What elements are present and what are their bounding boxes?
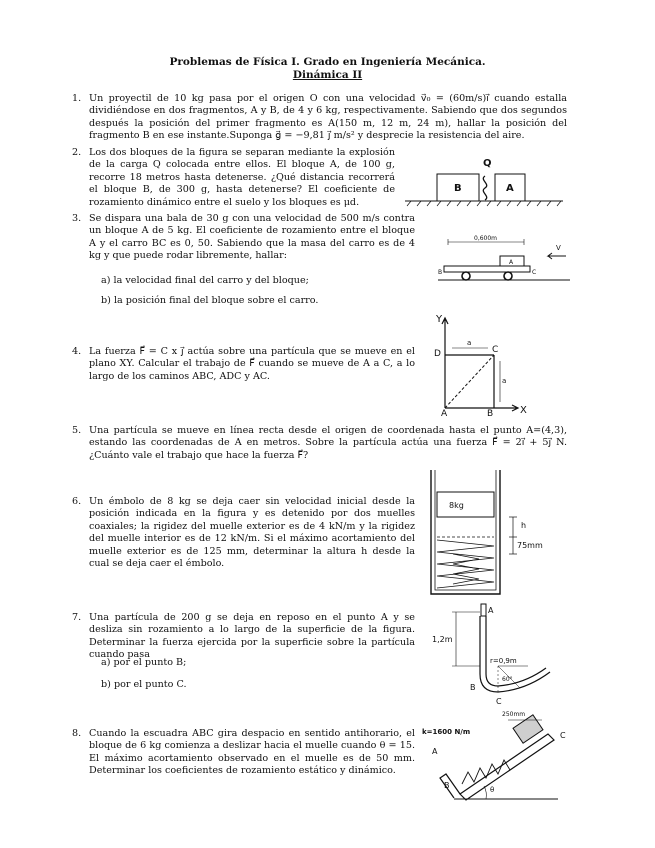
label-d: D	[434, 349, 441, 359]
inner-spring	[453, 554, 479, 584]
problem-text: Una partícula de 200 g se deja en reposo en el punto A y se desliza sin rozamiento a lo largo de la superficie de la figura. Determinar la fuerza ejercida por la superficie sobre la partícula cuando pasa	[89, 612, 415, 661]
x-axis	[445, 405, 518, 411]
subitem-text: por el punto C.	[113, 679, 187, 690]
track	[480, 616, 550, 692]
label-b: B	[454, 183, 462, 194]
subitem-text: la posición final del bloque sobre el carro.	[113, 295, 319, 306]
bullet-arrow	[548, 253, 566, 259]
label-side-top: a	[467, 339, 472, 347]
cart-bc	[444, 266, 530, 272]
problem-text: Los dos bloques de la figura se separan mediante la explosión de la carga Q colocada entre ellos. El bloque A, de 100 g, recorre 18 metros hasta detenerse. ¿Qué distancia recorrerá el bloque B, de 300 g, hasta detenerse? El coeficiente de rozamiento dinámico entre el suelo y los bloques es μd.	[89, 147, 395, 208]
figure-piston-springs	[425, 470, 560, 598]
problem-number: 3.	[72, 213, 82, 224]
label-a: A	[441, 409, 448, 419]
y-axis	[442, 318, 448, 408]
label-angle: 60°	[502, 676, 513, 683]
label-c: C	[532, 269, 537, 276]
label-x: X	[520, 405, 527, 416]
incline-bracket	[460, 734, 554, 800]
subitem-label: a)	[101, 657, 111, 668]
subitem-label: a)	[101, 275, 111, 286]
problem-number: 4.	[72, 346, 82, 357]
label-a: A	[432, 747, 438, 756]
label-y: Y	[436, 314, 443, 325]
figure-bullet-cart	[432, 228, 572, 290]
problem-text: Un proyectil de 10 kg pasa por el origen O con una velocidad v⃗₀ = (60m/s)i⃗ cuando estalla dividiéndose en dos fragmentos, A y B, de 4 y 6 kg, respectivamente. Sabiendo que dos segundos después la posición del primer fragmento es A(150 m, 12 m, 24 m), hallar la posición del fragmento B en ese instante.Suponga g⃗ = −9,81 j⃗ m/s² y desprecie la resistencia del aire.	[89, 93, 567, 142]
label-dim: 0,600m	[474, 235, 498, 242]
outer-spring	[437, 540, 494, 588]
problem-number: 7.	[72, 612, 82, 623]
label-theta: θ	[490, 786, 495, 794]
label-b: B	[444, 781, 450, 790]
label-mass: 8kg	[449, 501, 464, 510]
problem-text: Cuando la escuadra ABC gira despacio en sentido antihorario, el bloque de 6 kg comienza a deslizar hacia el muelle cuando θ = 15. El máximo acortamiento observado en el muelle es de 50 mm. Determinar los coeficientes de rozamiento estático y dinámico.	[89, 728, 415, 777]
figure-explosion-blocks	[405, 152, 565, 212]
spring	[462, 760, 510, 784]
label-a: A	[506, 183, 514, 194]
block-6kg	[513, 715, 543, 743]
problem-text: Se dispara una bala de 30 g con una velocidad de 500 m/s contra un bloque A de 5 kg. El coeficiente de rozamiento entre el bloque A y el carro BC es 0, 50. Sabiendo que la masa del carro es de 4 kg y que puede rodar libremente, hallar:	[89, 213, 415, 262]
label-c: C	[496, 697, 502, 706]
subitem-label: b)	[101, 679, 111, 690]
problem-number: 6.	[72, 496, 82, 507]
label-b: B	[470, 683, 476, 692]
label-q: Q	[483, 158, 492, 169]
problem-number: 5.	[72, 425, 82, 436]
subitem-label: b)	[101, 295, 111, 306]
label-b: B	[487, 409, 494, 419]
charge-q	[483, 176, 486, 200]
label-k: k=1600 N/m	[422, 728, 471, 736]
label-b: B	[438, 269, 443, 276]
figure-slide-surface	[428, 596, 558, 708]
problem-number: 2.	[72, 147, 82, 158]
label-height: 1,2m	[432, 635, 453, 644]
label-radius: r=0,9m	[490, 657, 517, 665]
figure-xy-paths	[432, 312, 542, 418]
subitem-text: por el punto B;	[113, 657, 187, 668]
label-v: V	[556, 244, 561, 252]
subitem-b	[101, 679, 401, 691]
label-dim: 250mm	[502, 711, 526, 718]
label-c: C	[492, 345, 499, 355]
problem-number: 1.	[72, 93, 82, 104]
piston	[437, 492, 494, 517]
label-c: C	[560, 731, 566, 740]
particle-a	[481, 604, 486, 616]
problem-text: La fuerza F⃗ = C x j⃗ actúa sobre una partícula que se mueve en el plano XY. Calcular el trabajo de F⃗ cuando se mueve de A a C, a lo largo de los caminos ABC, ADC y AC.	[89, 346, 415, 382]
figure-bracket-spring	[420, 708, 575, 808]
problem-text: Una partícula se mueve en línea recta desde el origen de coordenada hasta el punto A=(4,3), estando las coordenadas de A en metros. Sobre la partícula actúa una fuerza F⃗ = 2i⃗ + 5j⃗ N. ¿Cuánto vale el trabajo que hace la fuerza F⃗?	[89, 425, 567, 461]
subitem-b	[101, 295, 401, 307]
problem-text: Un émbolo de 8 kg se deja caer sin velocidad inicial desde la posición indicada en la figura y es detenido por dos muelles coaxiales; la rigidez del muelle exterior es de 4 kN/m y la rigidez del muelle interior es de 12 kN/m. Si el máximo acortamiento del muelle exterior es de 125 mm, determinar la altura h desde la cual se deja caer el émbolo.	[89, 496, 415, 570]
subitem-a	[101, 657, 401, 669]
subitem-a	[101, 275, 401, 287]
page-title: Problemas de Física I. Grado en Ingeniería Mecánica.	[169, 56, 486, 68]
subitem-text: la velocidad final del carro y del bloque;	[113, 275, 309, 286]
label-a: A	[509, 259, 514, 266]
label-dim: 75mm	[517, 541, 543, 550]
problem-number: 8.	[72, 728, 82, 739]
label-h: h	[521, 521, 527, 530]
label-side-right: a	[502, 377, 507, 385]
label-a: A	[488, 606, 494, 615]
page-subtitle: Dinámica II	[292, 69, 363, 81]
